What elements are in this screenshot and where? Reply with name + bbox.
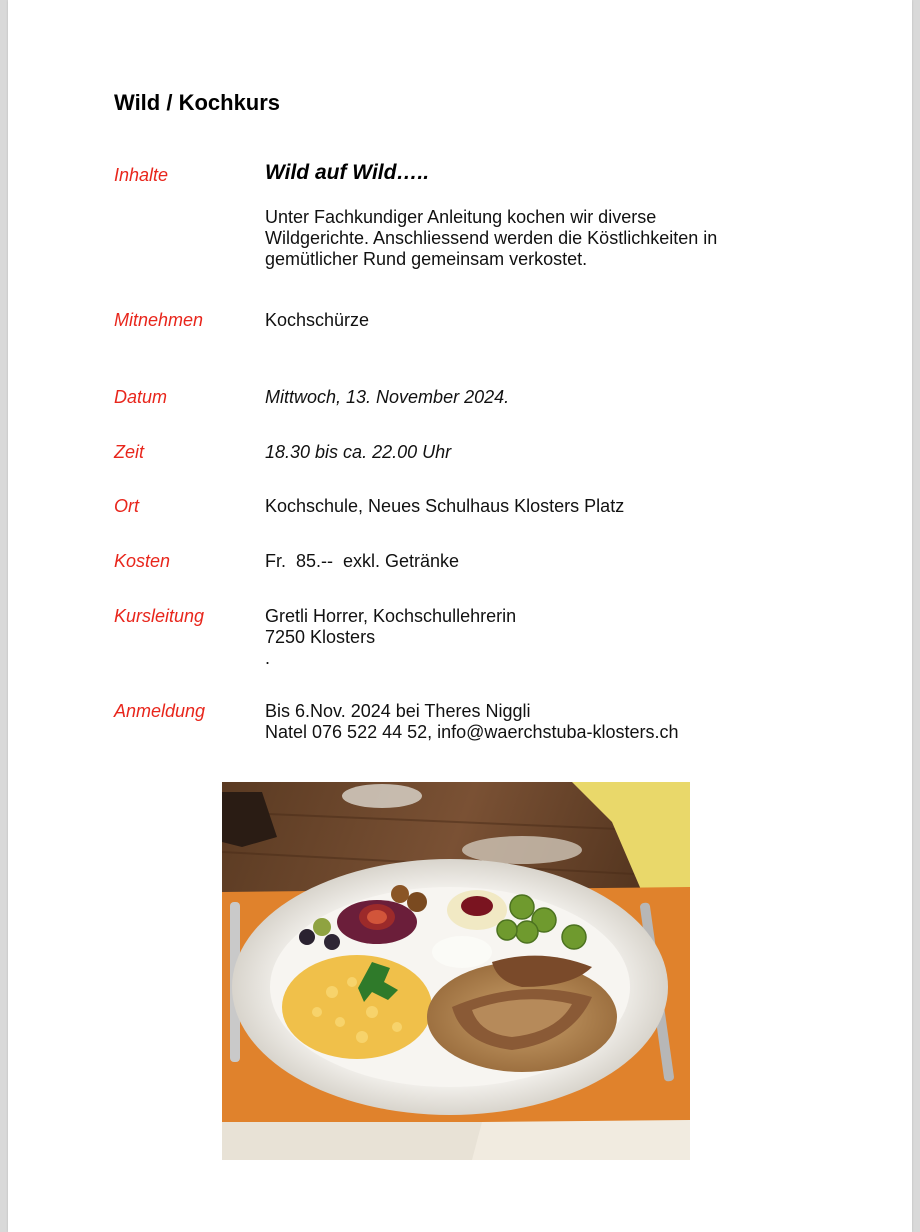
label-inhalte: Inhalte	[114, 165, 169, 185]
label-mitnehmen: Mitnehmen	[114, 310, 204, 330]
inhalte-line-3: gemütlicher Rund gemeinsam verkostet.	[265, 249, 588, 269]
document-page	[8, 0, 912, 1232]
label-datum: Datum	[114, 387, 168, 407]
kursleitung-line-2: 7250 Klosters	[265, 627, 376, 647]
inhalte-line-2: Wildgerichte. Anschliessend werden die Köstlichkeiten in	[265, 228, 718, 248]
kursleitung-line-3: .	[265, 648, 271, 668]
inhalte-headline: Wild auf Wild…..	[265, 161, 430, 184]
inhalte-text	[265, 207, 717, 270]
ort-value: Kochschule, Neues Schulhaus Klosters Platz	[265, 496, 625, 516]
spaetzli	[282, 955, 432, 1059]
zeit-value: 18.30 bis ca. 22.00 Uhr	[265, 442, 452, 462]
label-anmeldung: Anmeldung	[114, 701, 206, 721]
label-kosten: Kosten	[114, 551, 171, 571]
anmeldung-line-1: Bis 6.Nov. 2024 bei Theres Niggli	[265, 701, 531, 721]
inhalte-line-1: Unter Fachkundiger Anleitung kochen wir diverse	[265, 207, 657, 227]
anmeldung-line-2: Natel 076 522 44 52, info@waerchstuba-klosters.ch	[265, 722, 679, 742]
mitnehmen-value: Kochschürze	[265, 310, 370, 330]
food-plate-photo	[222, 782, 690, 1160]
label-zeit: Zeit	[114, 442, 145, 462]
label-kursleitung: Kursleitung	[114, 606, 205, 626]
kursleitung-value	[265, 606, 516, 669]
kosten-value: Fr. 85.-- exkl. Getränke	[265, 551, 460, 571]
datum-value: Mittwoch, 13. November 2024.	[265, 387, 510, 407]
label-ort: Ort	[114, 496, 139, 516]
kursleitung-line-1: Gretli Horrer, Kochschullehrerin	[265, 606, 517, 626]
anmeldung-value	[265, 701, 679, 743]
page-title: Wild / Kochkurs	[114, 90, 281, 115]
